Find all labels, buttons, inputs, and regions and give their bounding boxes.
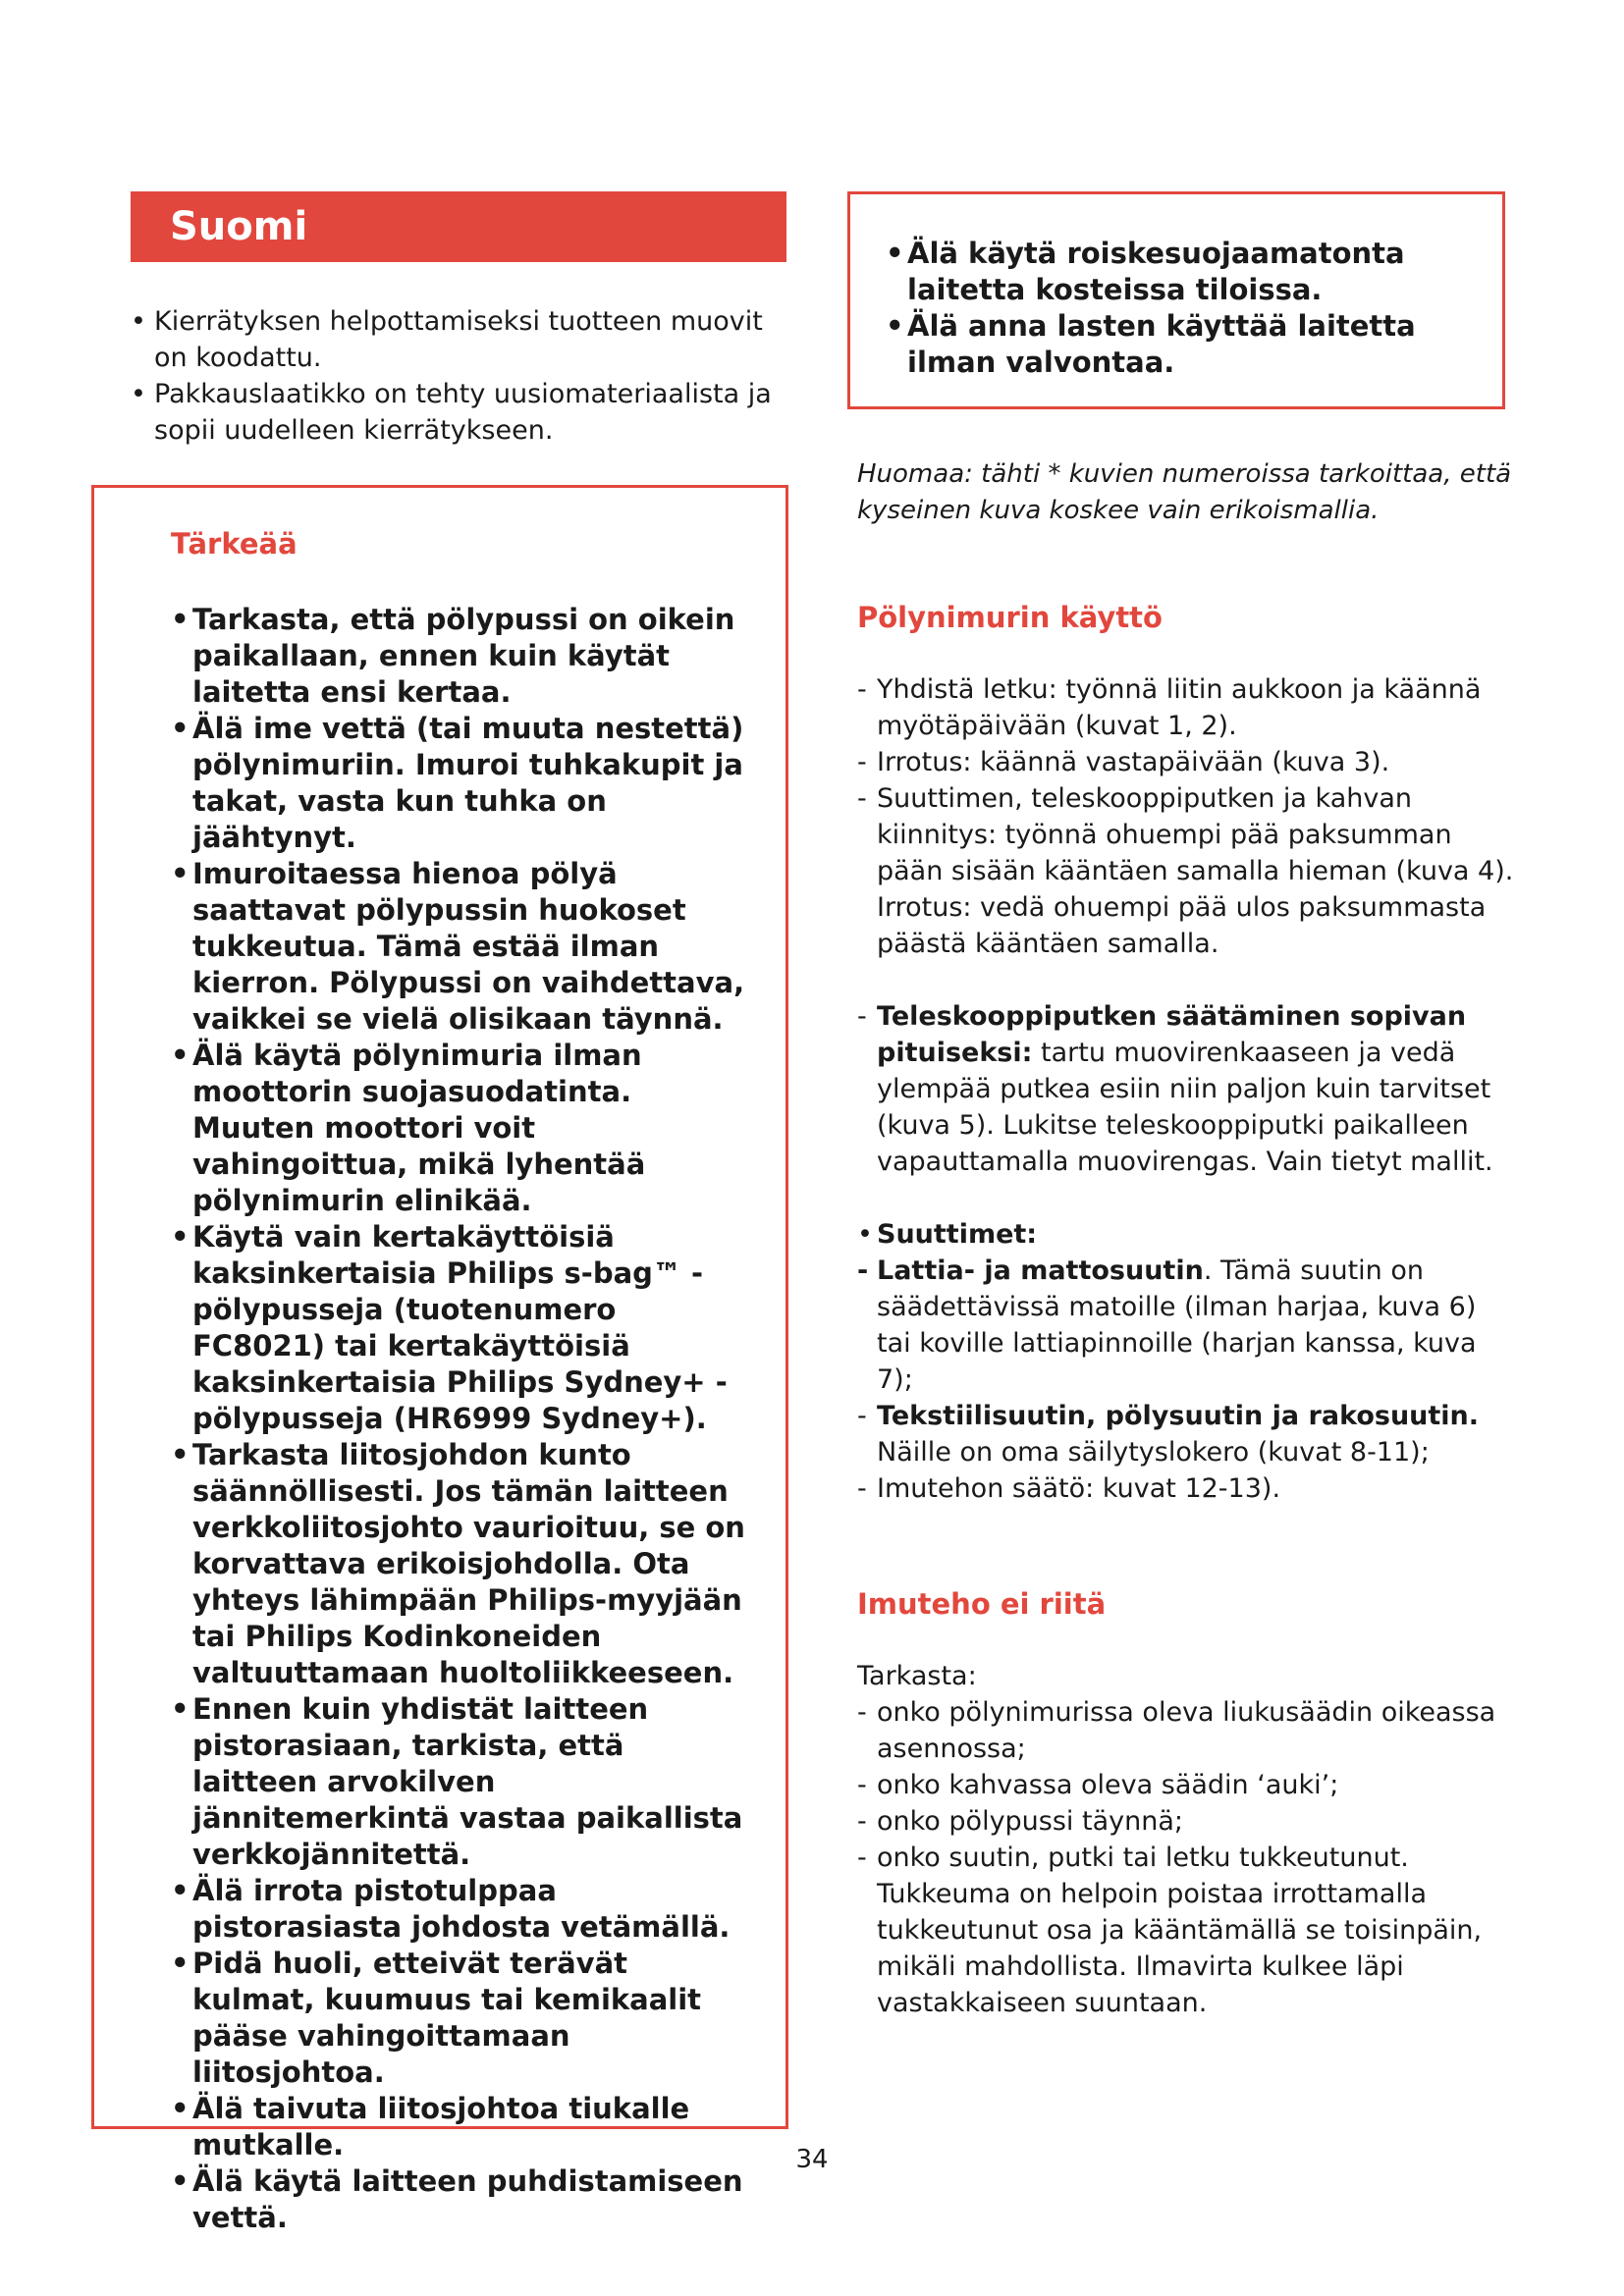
trouble-section (857, 1585, 1515, 2021)
list-item: • Älä irrota pistotulppaa pistorasiasta johdosta vetämällä. (171, 1874, 731, 1944)
list-item: • Suuttimet: (857, 1219, 1038, 1250)
list-item: - Yhdistä letku: työnnä liitin aukkoon ja käännä myötäpäivään (kuvat 1, 2). (857, 674, 1482, 741)
list-item: • Pakkauslaatikko on tehty uusiomateriaalista ja sopii uudelleen kierrätykseen. (131, 379, 772, 446)
list-item: • Kierrätyksen helpottamiseksi tuotteen muovit on koodattu. (131, 306, 763, 373)
list-item: • Älä käytä roiskesuojaamatonta laitetta kosteissa tiloissa. (886, 237, 1405, 306)
usage-section (857, 599, 1515, 1507)
list-item: - Suuttimen, teleskooppiputken ja kahvan kiinnitys: työnnä ohuempi pää paksumman pään sisään kääntäen samalla hieman (kuva 4). Irrotus: vedä ohuempi pää ulos paksummasta päästä kääntäen samalla. (857, 783, 1514, 959)
intro-list (131, 303, 788, 449)
note-text: Huomaa: tähti * kuvien numeroissa tarkoittaa, että kyseinen kuva koskee vain erikoismallia. (857, 459, 1512, 525)
list-item: • Älä taivuta liitosjohtoa tiukalle mutkalle. (171, 2092, 690, 2162)
warning-box (847, 191, 1505, 409)
important-title: Tärkeää (171, 527, 298, 561)
left-column (131, 191, 788, 449)
trouble-intro: Tarkasta: (857, 1661, 977, 1691)
language-header: Suomi (131, 191, 786, 262)
list-item: • Älä ime vettä (tai muuta nestettä) pölynimuriin. Imuroi tuhkakupit ja takat, vasta kun tuhka on jäähtynyt. (171, 712, 744, 854)
list-item: • Älä käytä pölynimuria ilman moottorin suojasuodatinta. Muuten moottori voit vahingoittua, mikä lyhentää pölynimurin elinikää. (171, 1039, 646, 1217)
page-number: 34 (795, 2145, 829, 2174)
usage-title: Pölynimurin käyttö (857, 601, 1163, 634)
important-list (171, 602, 756, 2236)
list-item: • Käytä vain kertakäyttöisiä kaksinkertaisia Philips s-bag™ -pölypusseja (tuotenumero FC8021) tai kertakäyttöisiä kaksinkertaisia Philips Sydney+ -pölypusseja (HR6999 Sydney+). (171, 1220, 728, 1435)
list-item: - Teleskooppiputken säätäminen sopivan pituiseksi: tartu muovirenkaaseen ja vedä ylempää putkea esiin niin paljon kuin tarvitset (kuva 5). Lukitse teleskooppiputki paikalleen vapauttamalla muovirengas. Vain tietyt mallit. (857, 1001, 1493, 1177)
list-item: - onko kahvassa oleva säädin ‘auki’; (857, 1770, 1339, 1800)
list-item: • Imuroitaessa hienoa pölyä saattavat pölypussin huokoset tukkeutua. Tämä estää ilman kierron. Pölypussi on vaihdettava, vaikkei se vielä olisikaan täynnä. (171, 857, 745, 1036)
list-item: - Imutehon säätö: kuvat 12-13). (857, 1473, 1281, 1504)
list-item: - onko suutin, putki tai letku tukkeutunut. Tukkeuma on helpoin poistaa irrottamalla tukkeutunut osa ja kääntämällä se toisinpäin, mikäli mahdollista. Ilmavirta kulkee läpi vastakkaiseen suuntaan. (857, 1842, 1483, 2018)
list-item: - Lattia- ja mattosuutin. Tämä suutin on säädettävissä matoille (ilman harjaa, kuva 6) tai koville lattiapinnoille (harjan kanssa, kuva 7); (857, 1255, 1477, 1395)
list-item: - Irrotus: käännä vastapäivään (kuva 3). (857, 747, 1390, 777)
list-item: • Älä anna lasten käyttää laitetta ilman valvontaa. (886, 309, 1416, 379)
list-item: • Älä käytä laitteen puhdistamiseen vettä. (171, 2164, 743, 2234)
list-item: • Tarkasta, että pölypussi on oikein paikallaan, ennen kuin käytät laitetta ensi kertaa. (171, 603, 735, 709)
list-item: - onko pölypussi täynnä; (857, 1806, 1183, 1837)
list-item: • Pidä huoli, etteivät terävät kulmat, kuumuus tai kemikaalit pääse vahingoittamaan liitosjohtoa. (171, 1947, 702, 2089)
list-item: - onko pölynimurissa oleva liukusäädin oikeassa asennossa; (857, 1697, 1496, 1764)
trouble-title: Imuteho ei riitä (857, 1587, 1107, 1621)
list-item: - Tekstiilisuutin, pölysuutin ja rakosuutin. Näille on oma säilytyslokero (kuvat 8-11); (857, 1401, 1480, 1468)
important-box (91, 485, 788, 2234)
list-item: • Ennen kuin yhdistät laitteen pistorasiaan, tarkista, että laitteen arvokilven jännitemerkintä vastaa paikallista verkkojännitettä. (171, 1692, 743, 1871)
list-item: • Tarkasta liitosjohdon kunto säännöllisesti. Jos tämän laitteen verkkoliitosjohto vaurioituu, se on korvattava erikoisjohdolla. Ota yhteys lähimpään Philips-myyjään tai Philips Kodinkoneiden valtuuttamaan huoltoliikkeeseen. (171, 1438, 745, 1689)
